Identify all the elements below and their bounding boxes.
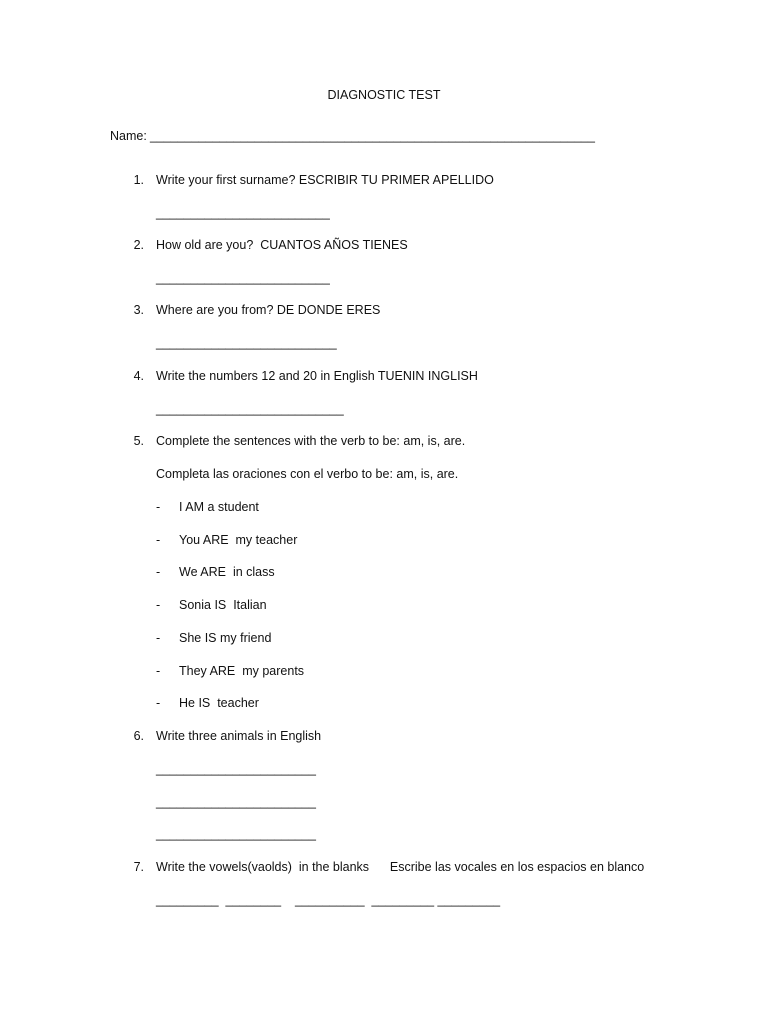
question-text: Complete the sentences with the verb to be: am, is, are. [156, 434, 466, 448]
sentence-item: They ARE my parents [179, 664, 305, 678]
question-text: Write three animals in English [156, 729, 322, 743]
question-text: Write the vowels(vaolds) in the blanks Escribe las vocales en los espacios en blanco [156, 860, 645, 874]
sentence-item: He IS teacher [179, 696, 259, 710]
question-subtext: Completa las oraciones con el verbo to be: am, is, are. [156, 467, 459, 481]
list-dash: - [156, 598, 161, 612]
page-title: DIAGNOSTIC TEST [327, 88, 441, 102]
answer-line[interactable]: _________________________ [156, 206, 330, 220]
name-answer-line[interactable]: ________________________________________________________________ [150, 129, 595, 143]
sentence-item: We ARE in class [179, 565, 275, 579]
list-dash: - [156, 664, 161, 678]
list-dash: - [156, 696, 161, 710]
question-number: 6. [133, 729, 144, 743]
list-dash: - [156, 533, 161, 547]
question-number: 2. [133, 238, 144, 252]
question-number: 4. [133, 369, 144, 383]
answer-line[interactable]: _______________________ [156, 827, 316, 841]
sentence-item: She IS my friend [179, 631, 272, 645]
question-number: 5. [133, 434, 144, 448]
sentence-item: You ARE my teacher [179, 533, 298, 547]
sentence-item: I AM a student [179, 500, 259, 514]
answer-line[interactable]: ___________________________ [156, 402, 344, 416]
answer-line[interactable]: _______________________ [156, 762, 316, 776]
list-dash: - [156, 500, 161, 514]
question-number: 1. [133, 173, 144, 187]
name-label: Name: [110, 129, 147, 143]
answer-line[interactable]: _________________________ [156, 271, 330, 285]
question-number: 7. [133, 860, 144, 874]
question-text: Write your first surname? ESCRIBIR TU PRIMER APELLIDO [156, 173, 494, 187]
sentence-item: Sonia IS Italian [179, 598, 267, 612]
question-text: Write the numbers 12 and 20 in English TUENIN INGLISH [156, 369, 478, 383]
question-text: How old are you? CUANTOS AÑOS TIENES [156, 238, 408, 252]
list-dash: - [156, 565, 161, 579]
question-number: 3. [133, 303, 144, 317]
answer-line[interactable]: _______________________ [156, 795, 316, 809]
list-dash: - [156, 631, 161, 645]
vowel-blanks[interactable]: _________ ________ __________ _________ _________ [156, 893, 501, 907]
question-text: Where are you from? DE DONDE ERES [156, 303, 381, 317]
answer-line[interactable]: __________________________ [156, 336, 337, 350]
